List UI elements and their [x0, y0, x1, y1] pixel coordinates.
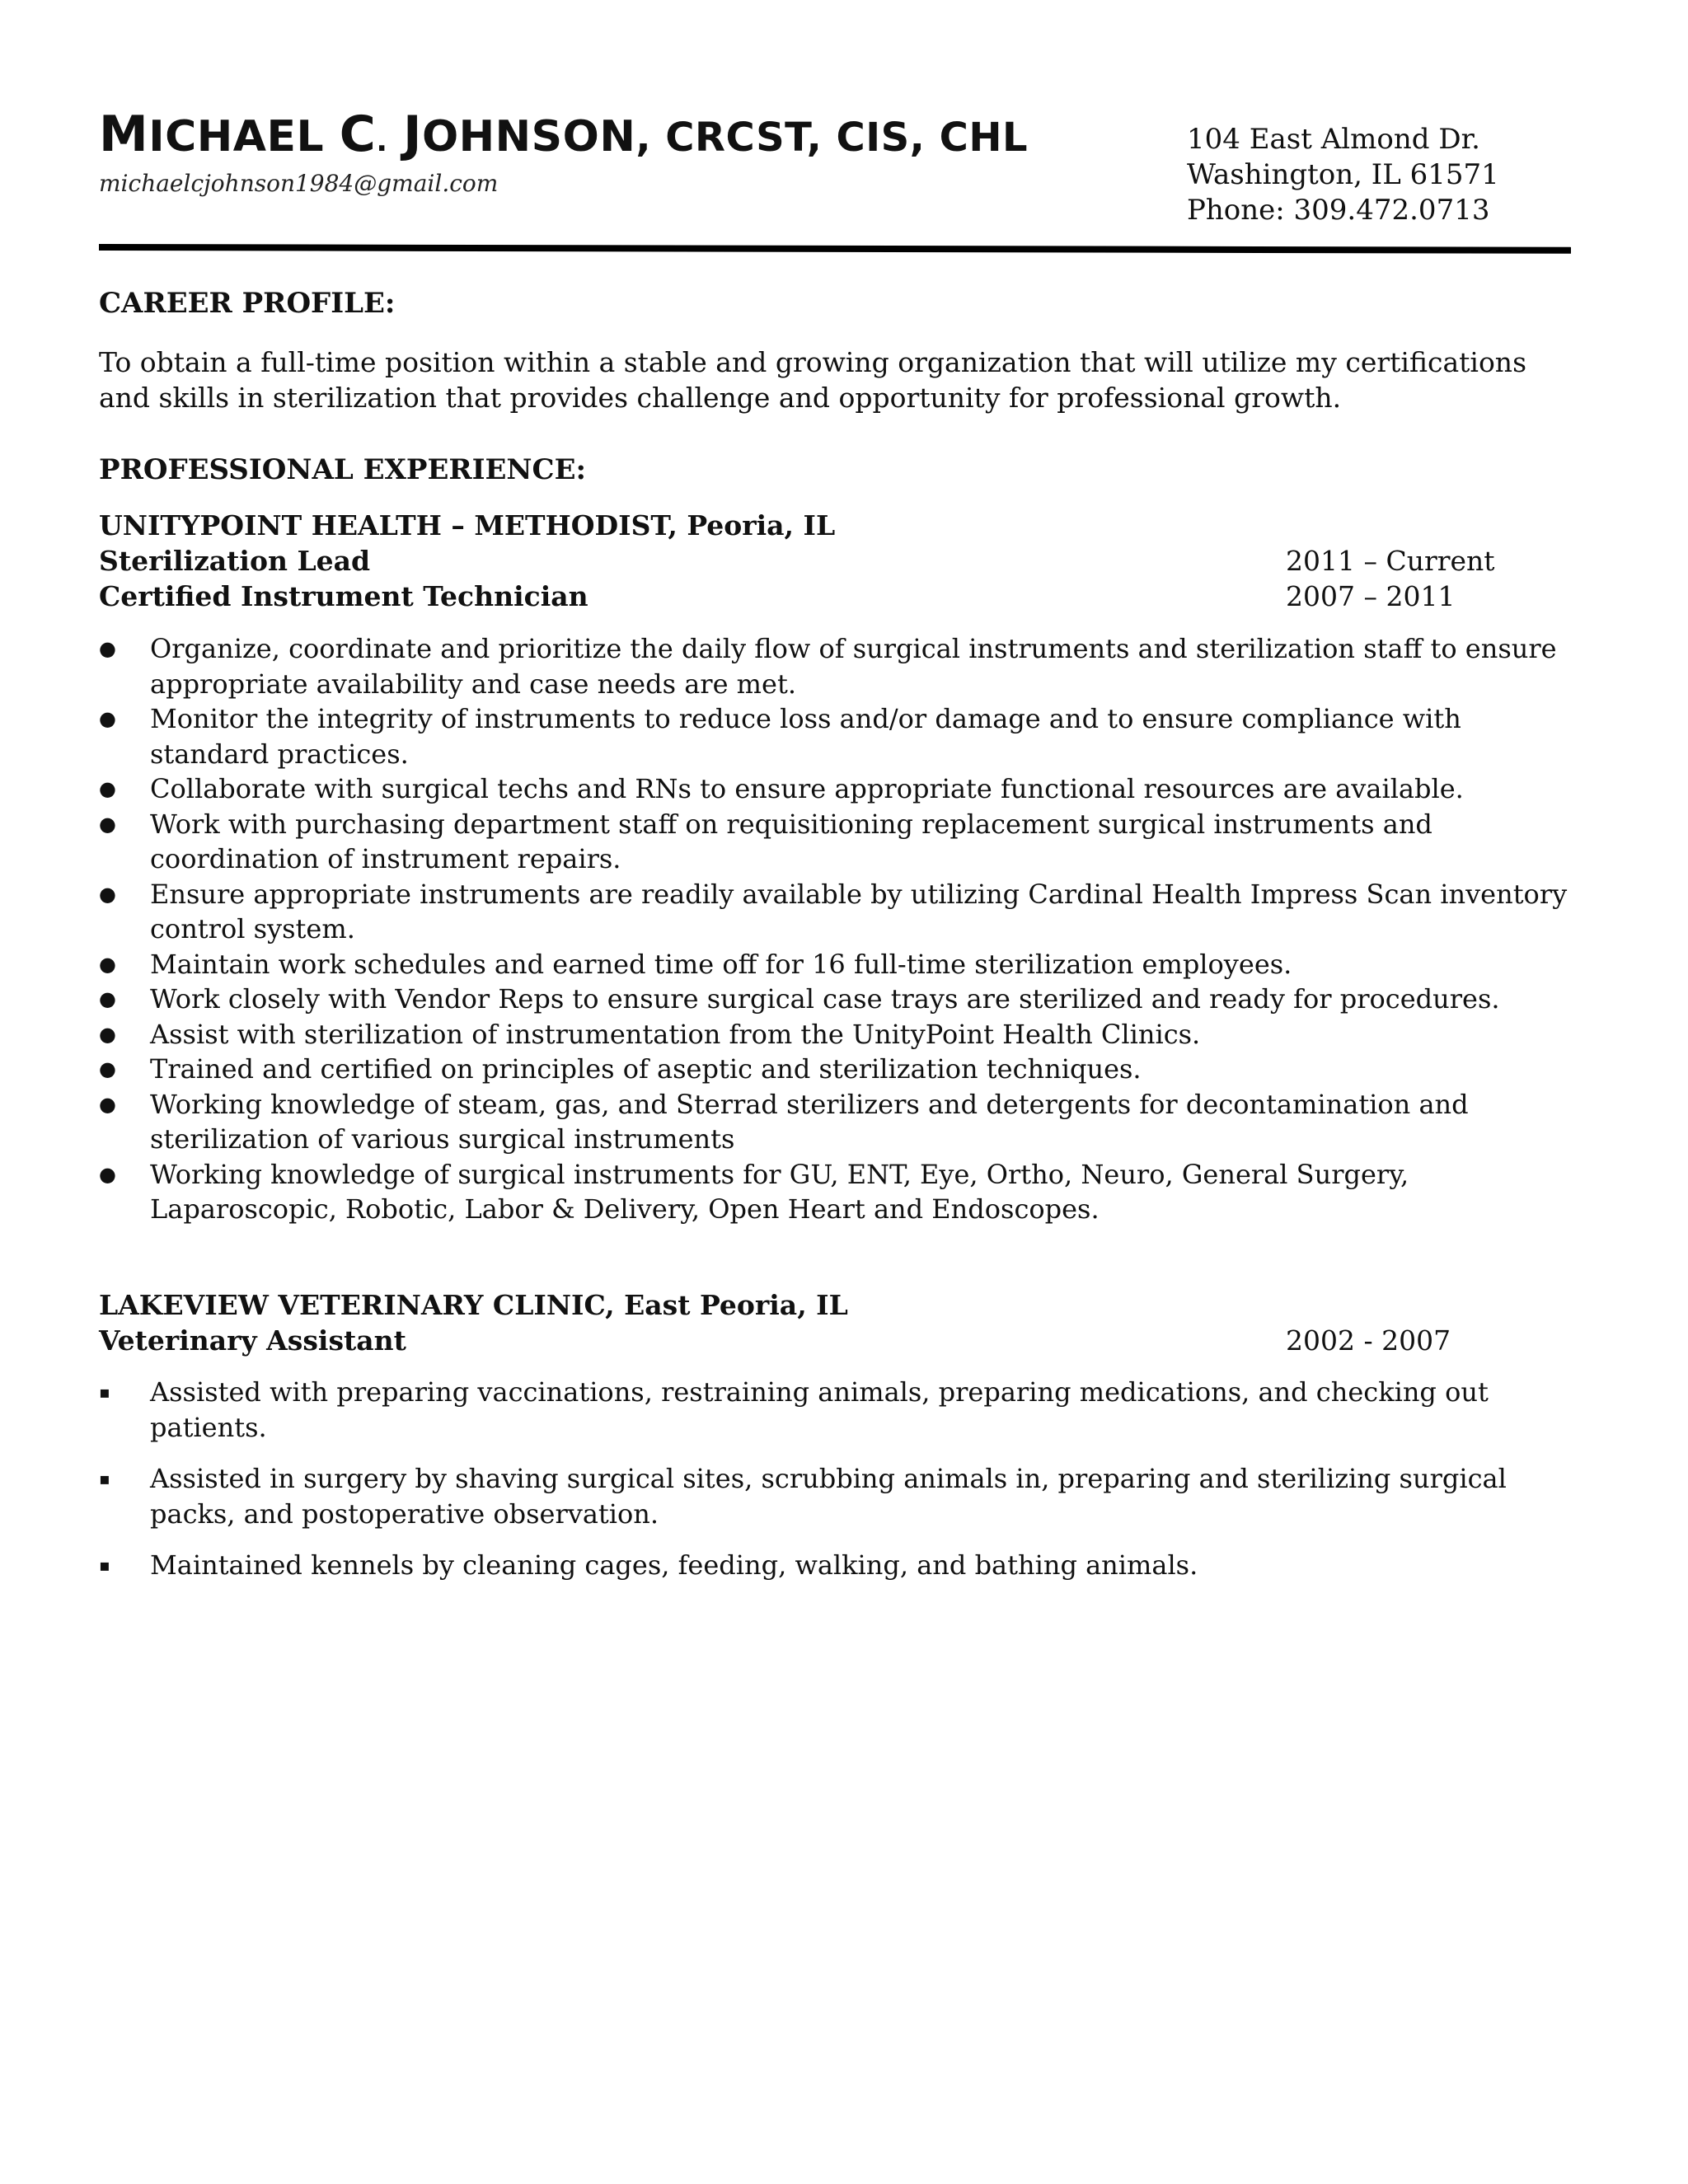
career-profile-text: To obtain a full-time position within a stable and growing organization that will utilize my certifications and skills in sterilization that provides challenge and opportunity for professional growth.: [99, 346, 1527, 414]
list-item-text: Trained and certified on principles of aseptic and sterilization techniques.: [150, 1053, 1142, 1085]
job-dates: 2002 - 2007: [1286, 1324, 1451, 1357]
name-middle-initial: C: [339, 105, 377, 163]
list-item: [99, 1548, 1582, 1583]
list-item: [99, 1157, 1582, 1227]
list-item-text: Ensure appropriate instruments are readily available by utilizing Cardinal Health Impress Scan inventory control system.: [150, 878, 1568, 944]
list-item-text: Work with purchasing department staff on requisitioning replacement surgical instruments and coordination of instrument repairs.: [150, 808, 1432, 874]
list-item: [99, 1461, 1582, 1531]
bullet-marker: ●: [99, 1162, 116, 1186]
list-item-text: Work closely with Vendor Reps to ensure surgical case trays are sterilized and ready for procedures.: [150, 983, 1500, 1015]
job-title: Veterinary Assistant: [99, 1324, 406, 1357]
bullet-marker: ●: [99, 952, 116, 976]
bullet-marker: ▪: [99, 1469, 110, 1488]
list-item: [99, 771, 1582, 807]
list-item-text: Assisted with preparing vaccinations, restraining animals, preparing medications, and checking out patients.: [150, 1376, 1489, 1443]
name-credentials: , CRCST, CIS, CHL: [635, 115, 1029, 161]
address-street: 104 East Almond Dr.: [1187, 123, 1480, 156]
bullet-marker: ▪: [99, 1555, 110, 1575]
job-dates: 2007 – 2011: [1286, 580, 1456, 612]
career-profile-heading: CAREER PROFILE:: [99, 287, 396, 320]
header-divider: [99, 244, 1571, 254]
list-item: [99, 982, 1582, 1017]
list-item-text: Working knowledge of surgical instruments for GU, ENT, Eye, Ortho, Neuro, General Surgery, Laparoscopic, Robotic, Labor & Delivery, Open Heart and Endoscopes.: [150, 1158, 1409, 1225]
employer-name: UNITYPOINT HEALTH – METHODIST, Peoria, IL: [99, 509, 836, 541]
list-item: [99, 877, 1582, 947]
name-middle-dot: .: [376, 124, 388, 158]
experience-heading: PROFESSIONAL EXPERIENCE:: [99, 453, 587, 486]
list-item-text: Assist with sterilization of instrumentation from the UnityPoint Health Clinics.: [150, 1018, 1201, 1050]
bullet-marker: ●: [99, 1092, 116, 1116]
list-item-text: Maintain work schedules and earned time off for 16 full-time sterilization employees.: [150, 948, 1292, 980]
role-row: [99, 1323, 1582, 1358]
list-item: [99, 1017, 1582, 1052]
name-first-initial: M: [99, 105, 149, 163]
name-last-initial: J: [403, 105, 422, 163]
name-last-rest: OHNSON: [421, 112, 636, 162]
address-city: Washington, IL 61571: [1187, 158, 1499, 191]
list-item: [99, 1087, 1582, 1157]
bullet-marker: ●: [99, 1022, 116, 1046]
name-first-rest: ICHAEL: [148, 112, 325, 162]
list-item: [99, 631, 1582, 701]
list-item-text: Assisted in surgery by shaving surgical sites, scrubbing animals in, preparing and sterilizing surgical packs, and postoperative observation.: [150, 1463, 1507, 1530]
bullet-marker: ●: [99, 637, 116, 660]
list-item-text: Working knowledge of steam, gas, and Sterrad sterilizers and detergents for decontamination and sterilization of various surgical instruments: [150, 1088, 1469, 1155]
bullet-marker: ●: [99, 707, 116, 730]
list-item: [99, 1375, 1582, 1445]
role-row: [99, 579, 1582, 614]
job-duties-list: [99, 631, 1582, 1227]
list-item: [99, 701, 1582, 771]
list-item: [99, 947, 1582, 982]
bullet-marker: ▪: [99, 1382, 110, 1402]
job-title: Sterilization Lead: [99, 545, 371, 577]
list-item-text: Organize, coordinate and prioritize the daily flow of surgical instruments and sterilization staff to ensure appropriate availability and case needs are met.: [150, 633, 1557, 700]
employer-name: LAKEVIEW VETERINARY CLINIC, East Peoria, IL: [99, 1289, 848, 1321]
job-duties-list: [99, 1375, 1582, 1600]
list-item-text: Monitor the integrity of instruments to reduce loss and/or damage and to ensure compliance with standard practices.: [150, 703, 1461, 770]
job-dates: 2011 – Current: [1286, 545, 1495, 577]
phone-number: Phone: 309.472.0713: [1187, 194, 1490, 227]
bullet-marker: ●: [99, 1057, 116, 1080]
list-item-text: Collaborate with surgical techs and RNs to ensure appropriate functional resources are available.: [150, 773, 1464, 804]
bullet-marker: ●: [99, 987, 116, 1010]
bullet-marker: ●: [99, 777, 116, 800]
list-item-text: Maintained kennels by cleaning cages, feeding, walking, and bathing animals.: [150, 1549, 1198, 1581]
role-row: [99, 543, 1582, 579]
list-item: [99, 1052, 1582, 1087]
job-title: Certified Instrument Technician: [99, 580, 588, 612]
list-item: [99, 807, 1582, 877]
email-address: michaelcjohnson1984@gmail.com: [99, 170, 499, 197]
bullet-marker: ●: [99, 882, 116, 906]
applicant-name: [99, 105, 1028, 171]
bullet-marker: ●: [99, 812, 116, 836]
contact-block: [1187, 122, 1499, 228]
